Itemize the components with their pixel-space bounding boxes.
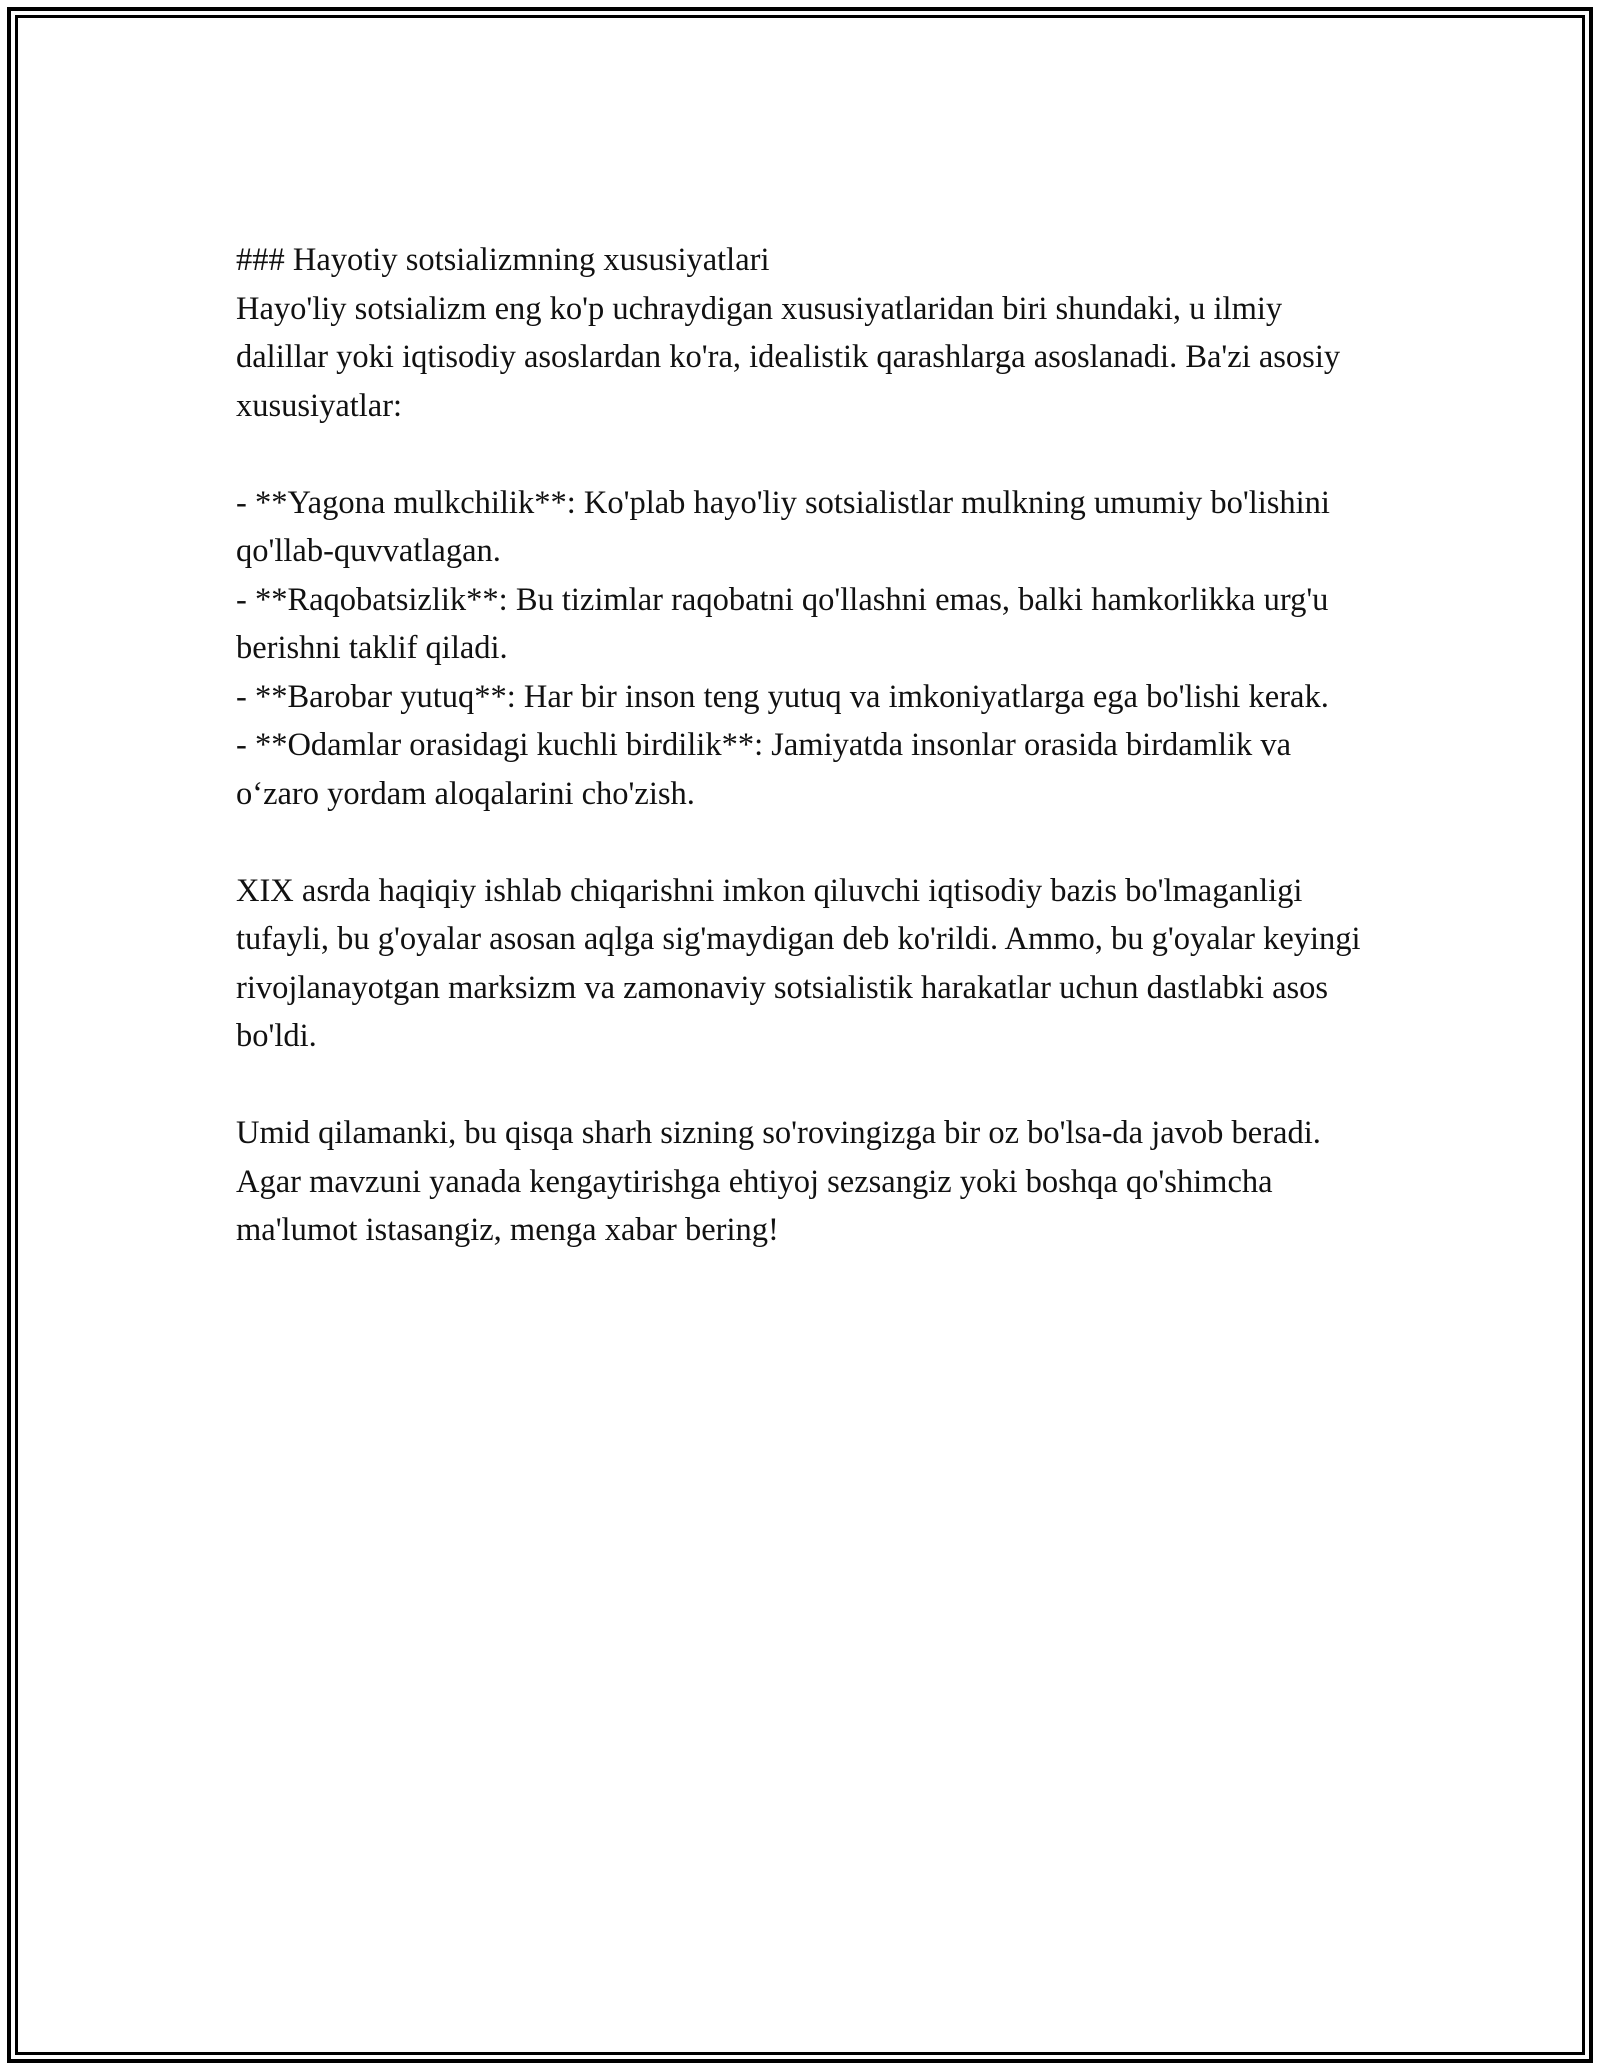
list-item: - **Barobar yutuq**: Har bir inson teng yutuq va imkoniyatlarga ega bo'lishi kerak. [236, 678, 1329, 715]
list-item: - **Odamlar orasidagi kuchli birdilik**: Jamiyatda insonlar orasida birdamlik va o‘zaro yordam aloqalarini cho'zish. [236, 727, 1292, 812]
intro-paragraph: Hayo'liy sotsializm eng ko'p uchraydigan xususiyatlaridan biri shundaki, u ilmiy dalillar yoki iqtisodiy asoslardan ko'ra, idealistik qarashlarga asoslanadi. Ba'zi asosiy xususiyatlar: [236, 290, 1341, 424]
list-item: - **Raqobatsizlik**: Bu tizimlar raqobatni qo'llashni emas, balki hamkorlikka urg'u berishni taklif qiladi. [236, 581, 1329, 666]
paragraph-spacer [236, 818, 1376, 867]
paragraph-spacer [236, 430, 1376, 479]
section-heading: ### Hayotiy sotsializmning xususiyatlari [236, 242, 770, 278]
paragraph-spacer [236, 1061, 1376, 1110]
history-paragraph: XIX asrda haqiqiy ishlab chiqarishni imkon qiluvchi iqtisodiy bazis bo'lmaganligi tufayli, bu g'oyalar asosan aqlga sig'maydigan deb ko'rildi. Ammo, bu g'oyalar keyingi rivojlanayotgan marksizm va zamonaviy sotsialistik harakatlar uchun dastlabki asos bo'ldi. [236, 872, 1361, 1054]
document-body [236, 236, 1376, 1255]
closing-paragraph: Umid qilamanki, bu qisqa sharh sizning so'rovingizga bir oz bo'lsa-da javob beradi. Agar mavzuni yanada kengaytirishga ehtiyoj sezsangiz yoki boshqa qo'shimcha ma'lumot istasangiz, menga xabar bering! [236, 1115, 1321, 1248]
list-item: - **Yagona mulkchilik**: Ko'plab hayo'liy sotsialistlar mulkning umumiy bo'lishini qo'llab-quvvatlagan. [236, 484, 1330, 569]
